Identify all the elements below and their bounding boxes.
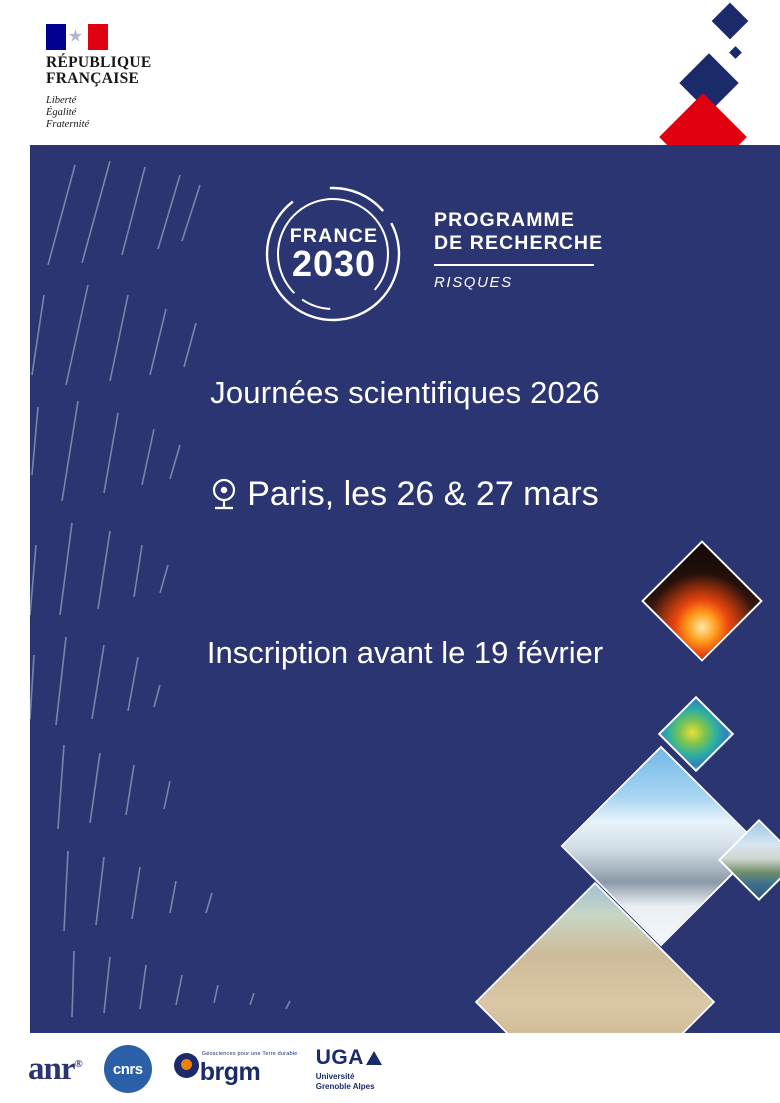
uga-fullname-line-1: Université [315,1072,355,1081]
poster-panel [30,145,780,1033]
decorative-diamond-navy-small [712,3,749,40]
uga-triangle-icon [366,1051,382,1065]
logo-theme: RISQUES [434,273,513,291]
location-pin-icon [211,478,237,512]
uga-wordmark-row [316,1046,411,1070]
logo-year: 2030 [291,243,377,284]
brgm-wordmark: brgm [199,1058,261,1086]
anr-registered-mark: ® [74,1057,82,1070]
republique-line-1: RÉPUBLIQUE [46,54,152,71]
uga-wordmark: UGA [315,1046,364,1069]
anr-logo [28,1051,82,1088]
flag-blue-band [46,24,66,50]
french-flag-icon [46,24,108,50]
logo-france-word: FRANCE [289,225,379,247]
flag-red-band [88,24,108,50]
decorative-diamond-white [736,79,761,104]
logo-programme-line-1: PROGRAMME [434,209,575,231]
page-header [0,0,780,145]
logo-divider [434,264,594,266]
devise-block [46,95,206,131]
decorative-diamond-navy-tiny [729,46,742,59]
devise-egalite: Égalité [46,107,77,118]
republique-francaise-logo [46,24,206,131]
partners-footer [0,1033,780,1103]
event-location-text: Paris, les 26 & 27 mars [247,475,599,513]
brgm-dot-icon [174,1053,199,1078]
anr-wordmark: anr [28,1050,75,1087]
cnrs-wordmark: cnrs [112,1060,143,1078]
event-headline: Journées scientifiques 2026 [210,375,600,410]
devise-liberte: Liberté [46,95,77,106]
cnrs-logo [104,1045,152,1093]
uga-fullname-line-2: Grenoble Alpes [315,1081,375,1091]
partner-logos [28,1045,411,1093]
logo-programme-line-2: DE RECHERCHE [434,232,604,254]
republique-line-2: FRANÇAISE [46,70,140,87]
france-2030-logo [262,173,622,333]
brgm-tagline: Géosciences pour une Terre durable [201,1051,298,1057]
logo-programme-text [434,209,624,291]
flag-white-band [66,24,87,50]
republique-title [46,55,206,87]
registration-deadline: Inscription avant le 19 février [206,635,604,670]
uga-fullname [316,1072,411,1091]
brgm-logo [174,1045,298,1093]
devise-fraternite: Fraternité [46,119,90,130]
event-location-line [30,475,780,514]
uga-logo [316,1046,411,1092]
